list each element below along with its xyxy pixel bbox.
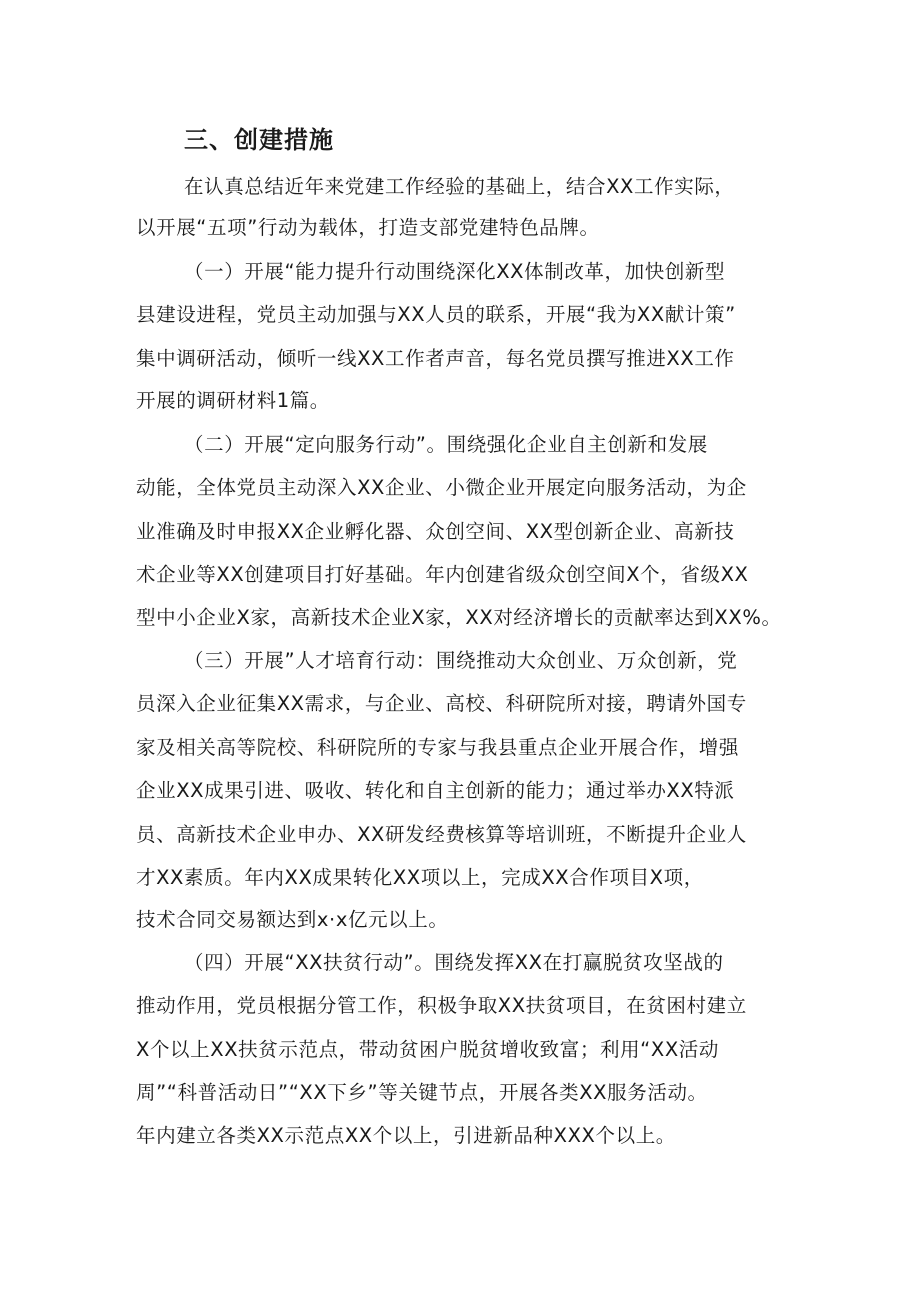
text-line-4: 县建设进程，党员主动加强与XX人员的联系，开展“我为XX献计策”	[136, 303, 736, 326]
text-line-2: 以开展“五项”行动为载体，打造支部党建特色品牌。	[136, 216, 600, 239]
text-line-16: 员、高新技术企业申办、XX研发经费核算等培训班，不断提升企业人	[136, 823, 747, 846]
text-line-23: 年内建立各类XX示范点XX个以上，引进新品种XXX个以上。	[136, 1124, 676, 1147]
text-line-7: （二）开展“定向服务行动”。围绕强化企业自主创新和发展	[184, 433, 708, 456]
text-line-13: 员深入企业征集XX需求，与企业、高校、科研院所对接，聘请外国专	[136, 692, 747, 715]
text-line-22: 周”“科普活动日”“XX下乡”等关键节点，开展各类XX服务活动。	[136, 1081, 708, 1104]
text-line-14: 家及相关高等院校、科研院所的专家与我县重点企业开展合作，增强	[136, 736, 740, 759]
text-line-10: 术企业等XX创建项目打好基础。年内创建省级众创空间X个，省级XX	[136, 563, 749, 586]
text-line-17: 才XX素质。年内XX成果转化XX项以上，完成XX合作项目X项，	[136, 866, 704, 889]
text-line-20: 推动作用，党员根据分管工作，积极争取XX扶贫项目，在贫困村建立	[136, 994, 747, 1017]
text-line-1: 在认真总结近年来党建工作经验的基础上，结合XX工作实际，	[184, 175, 735, 198]
text-line-3: （一）开展“能力提升行动围绕深化XX体制改革，加快创新型	[184, 260, 726, 283]
text-line-9: 业准确及时申报XX企业孵化器、众创空间、XX型创新企业、高新技	[136, 520, 735, 543]
text-line-8: 动能，全体党员主动深入XX企业、小微企业开展定向服务活动，为企	[136, 476, 747, 499]
text-line-21: X个以上XX扶贫示范点，带动贫困户脱贫增收致富；利用“XX活动	[136, 1038, 719, 1061]
text-line-5: 集中调研活动，倾听一线XX工作者声音，每名党员撰写推进XX工作	[136, 347, 735, 370]
section-heading: 三、创建措施	[184, 126, 334, 154]
text-line-6: 开展的调研材料1篇。	[136, 389, 330, 412]
text-line-11: 型中小企业X家，高新技术企业X家，XX对经济增长的贡献率达到XX%。	[136, 606, 782, 629]
text-line-15: 企业XX成果引进、吸收、转化和自主创新的能力；通过举办XX特派	[136, 779, 735, 802]
text-line-12: （三）开展”人才培育行动：围绕推动大众创业、万众创新，党	[184, 649, 738, 672]
text-line-18: 技术合同交易额达到x·x亿元以上。	[136, 908, 449, 931]
text-line-19: （四）开展“XX扶贫行动”。围绕发挥XX在打赢脱贫攻坚战的	[184, 951, 724, 974]
